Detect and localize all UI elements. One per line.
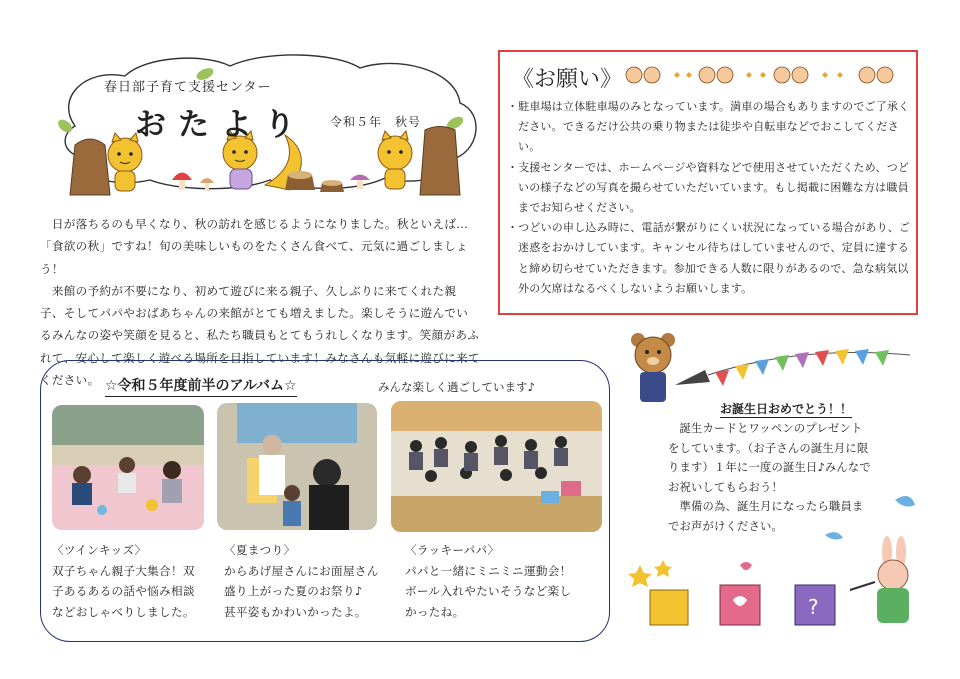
request-title: 《お願い》 <box>512 67 623 92</box>
request-item: ・駐車場は立体駐車場のみとなっています。満車の場合もありますのでご了承ください。できるだけ公共の乗り物または徒歩や自転車などでおこしてください。 <box>507 100 910 154</box>
caption-heading: 〈ラッキーパパ〉 <box>405 543 500 557</box>
bear-icon <box>631 333 675 402</box>
caption-heading: 〈ツインキッズ〉 <box>52 543 147 557</box>
birthday-line: 準備の為、誕生月になったら職員までお声がけください。 <box>668 500 864 533</box>
gift-box-icon <box>650 590 688 625</box>
caption-line: 盛り上がった夏のお祭り♪ <box>224 584 363 598</box>
children-faces-decoration <box>622 62 912 88</box>
request-item: ・支援センターでは、ホームページや資料などで使用させていただくため、つどいの様子などの写真を撮らせていただいています。もし掲載に困難な方は職員までお知らせください。 <box>507 160 910 215</box>
summer-festival-photo <box>217 403 377 530</box>
lucky-papa-photo <box>391 401 602 532</box>
request-item: ・つどいの申し込み時に、電話が繋がりにくい状況になっている場合があり、ご迷惑をおかけしています。キャンセル待ちはしていませんので、定員に達すると締め切らせていただきます。参加できる人数に限りがあるので、急な病気以外の欠席はなるべくしないようお願いします。 <box>507 221 911 295</box>
org-name: 春日部子育て支援センター <box>104 80 272 95</box>
issue-label: 令和５年 秋号 <box>330 115 422 129</box>
bear-bunting-illustration <box>620 330 920 405</box>
gift-box-question-icon <box>795 585 835 625</box>
caption-line: かったね。 <box>405 604 465 619</box>
rabbit-icon <box>877 536 909 623</box>
caption-line: からあげ屋さんにお面屋さん <box>224 563 379 578</box>
birthday-title: お誕生日おめでとう！！ <box>720 402 853 416</box>
caption-line: パパと一緒にミニミニ運動会！ <box>405 563 572 578</box>
gift-box-heart-icon <box>720 585 760 625</box>
intro-paragraph: 日が落ちるのも早くなり、秋の訪れを感じるようになりました。秋といえば…「食欲の秋」ですね！旬の美味しいものをたくさん食べて、元気に過ごしましょう！ <box>40 217 469 276</box>
caption-line: 子あるあるの話や悩み相談 <box>52 584 195 598</box>
album-subtitle: みんな楽しく過ごしています♪ <box>378 380 535 394</box>
album-title: ☆令和５年度前半のアルバム☆ <box>105 375 297 397</box>
gift-boxes-illustration <box>625 490 925 640</box>
twin-kids-photo <box>52 405 204 530</box>
request-list <box>507 97 912 299</box>
album-caption-lucky-papa <box>405 540 605 622</box>
album-caption-summer-festival <box>224 540 394 622</box>
page-title: おたより <box>135 107 307 143</box>
album-caption-twin-kids <box>52 540 212 622</box>
caption-heading: 〈夏まつり〉 <box>224 543 296 557</box>
svg-text:?: ? <box>808 595 819 619</box>
intro-paragraph: 来館の予約が不要になり、初めて遊びに来る親子、久しぶりに来てくれた親子、そしてパパやおばあちゃんの来館がとても増えました。楽しそうに遊んでいるみんなの姿や笑顔を見ると、私たち職員もとてもうれしくなります。笑顔があふれて、安心して楽しく遊べる場所を目指しています！みなさんも気軽に遊びに来てください。 <box>40 283 480 388</box>
squirrel-icon <box>378 131 412 189</box>
caption-line: 甚平姿もかわいかったよ。 <box>224 604 367 619</box>
caption-line: 双子ちゃん親子大集合！双 <box>52 563 195 578</box>
birthday-line: 誕生カードとワッペンのプレゼントをしています。（お子さんの誕生月に限ります）１年に一度の誕生日♪みんなでお祝いしてもらおう！ <box>668 422 871 494</box>
caption-line: などおしゃべりしました。 <box>52 604 195 619</box>
caption-line: ボール入れやたいそうなど楽し <box>405 584 572 598</box>
